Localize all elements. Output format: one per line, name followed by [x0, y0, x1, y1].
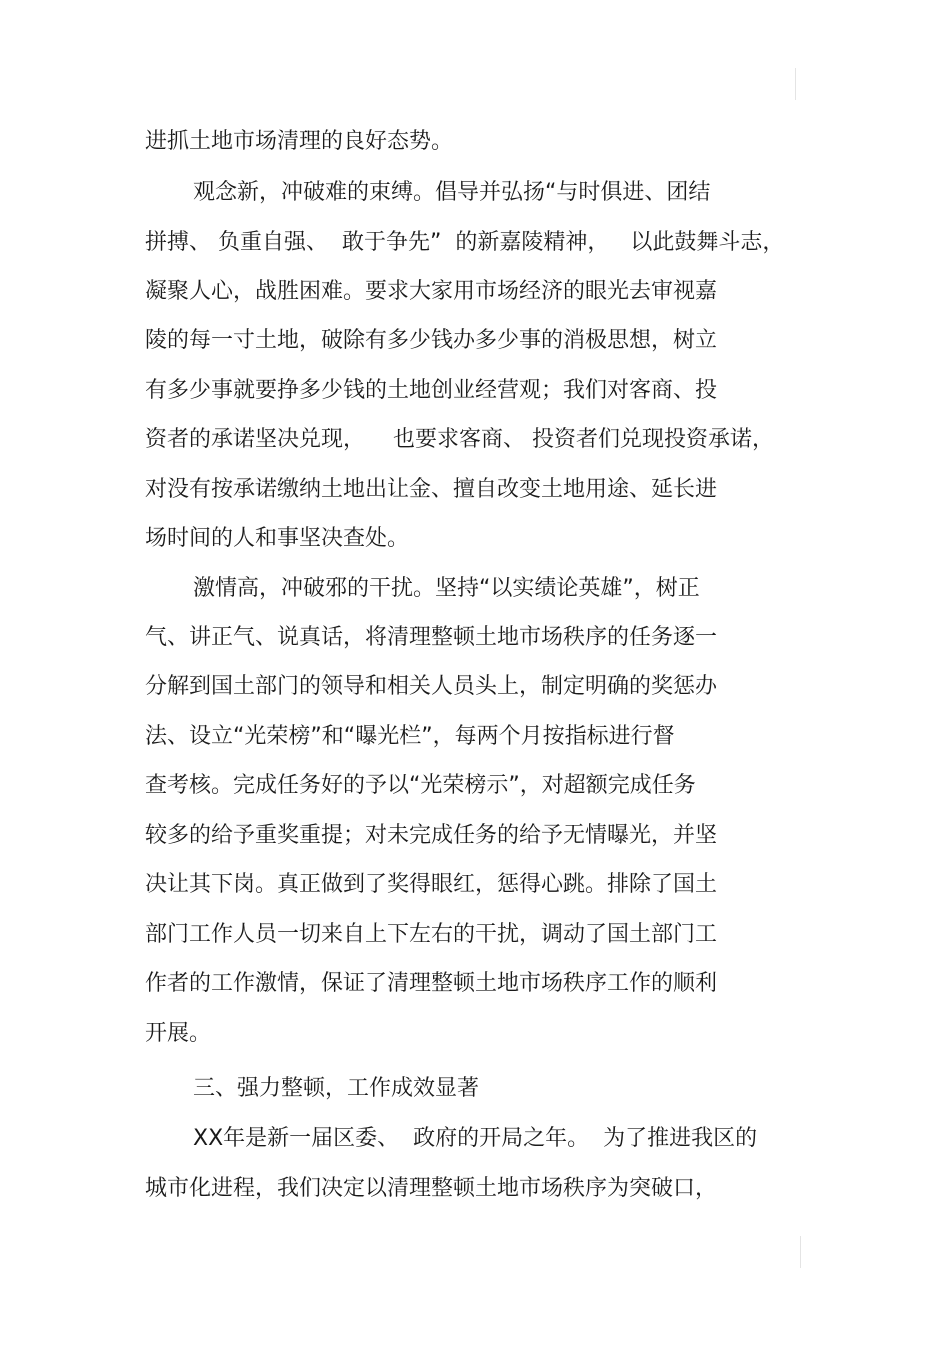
- text-line: 分解到国土部门的领导和相关人员头上，制定明确的奖惩办: [145, 674, 718, 699]
- margin-mark-top: [795, 68, 796, 100]
- text-line: XX年是新一届区委、 政府的开局之年。 为了推进我区的: [193, 1126, 758, 1151]
- text-line: 场时间的人和事坚决查处。: [145, 526, 410, 551]
- text-line: 进抓土地市场清理的良好态势。: [145, 129, 454, 154]
- text-line: 开展。: [145, 1021, 212, 1046]
- text-line: 部门工作人员一切来自上下左右的干扰，调动了国土部门工: [145, 922, 718, 947]
- text-line: 较多的给予重奖重提；对未完成任务的给予无情曝光，并坚: [145, 823, 718, 848]
- text-line: 三、强力整顿，工作成效显著: [193, 1076, 480, 1101]
- text-line: 查考核。完成任务好的予以“光荣榜示”，对超额完成任务: [145, 773, 696, 798]
- text-line: 作者的工作激情，保证了清理整顿土地市场秩序工作的顺利: [145, 971, 718, 996]
- margin-mark-bottom: [800, 1236, 801, 1268]
- text-line: 法、设立“光荣榜”和“曝光栏”，每两个月按指标进行督: [145, 724, 675, 749]
- text-line: 资者的承诺坚决兑现， 也要求客商、 投资者们兑现投资承诺，: [145, 427, 774, 452]
- text-line: 气、讲正气、说真话，将清理整顿土地市场秩序的任务逐一: [145, 625, 718, 650]
- text-line: 陵的每一寸土地，破除有多少钱办多少事的消极思想，树立: [145, 328, 718, 353]
- text-line: 观念新，冲破难的束缚。倡导并弘扬“与时俱进、团结: [193, 180, 711, 205]
- text-line: 决让其下岗。真正做到了奖得眼红，惩得心跳。排除了国土: [145, 872, 718, 897]
- text-line: 激情高，冲破邪的干扰。坚持“以实绩论英雄”，树正: [193, 576, 700, 601]
- text-line: 有多少事就要挣多少钱的土地创业经营观；我们对客商、投: [145, 378, 718, 403]
- text-line: 城市化进程，我们决定以清理整顿土地市场秩序为突破口，: [145, 1176, 718, 1201]
- text-line: 对没有按承诺缴纳土地出让金、擅自改变土地用途、延长进: [145, 477, 718, 502]
- text-line: 凝聚人心，战胜困难。要求大家用市场经济的眼光去审视嘉: [145, 279, 718, 304]
- text-line: 拼搏、 负重自强、 敢于争先” 的新嘉陵精神， 以此鼓舞斗志，: [145, 230, 785, 255]
